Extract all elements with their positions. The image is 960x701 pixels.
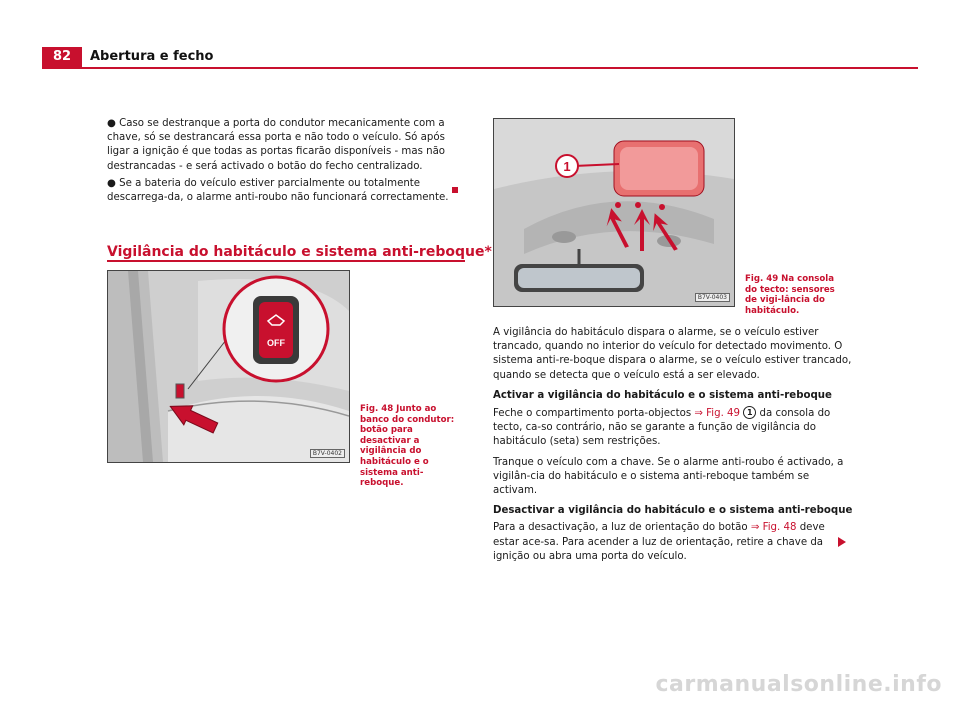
figure-49-link[interactable]: ⇒ Fig. 49	[694, 408, 741, 420]
off-button-label: OFF	[267, 338, 285, 348]
deactivate-heading: Desactivar a vigilância do habitáculo e o sistema anti-reboque	[493, 505, 853, 517]
callout-reference: 1	[743, 406, 756, 419]
section-title: Vigilância do habitáculo e sistema anti-reboque*	[107, 244, 492, 260]
left-column-text	[107, 117, 467, 208]
figure-48-caption: Fig. 48 Junto ao banco do condutor: botão para desactivar a vigilância do habitáculo e o sistema anti-reboque.	[360, 404, 455, 489]
right-column-text	[493, 326, 853, 564]
figure-48-link[interactable]: ⇒ Fig. 48	[750, 522, 797, 534]
seat-button-illustration	[108, 271, 349, 462]
bullet-paragraph: ● Caso se destranque a porta do condutor mecanicamente com a chave, só se destrancará essa porta e não todo o veículo. Só após ligar a ignição é que todas as portas ficarão disponíveis - mas não destrancadas - e será activado o botão do fecho centralizado.	[107, 118, 446, 172]
text-run: deve estar ace-sa. Para acender a luz de orientação, retire a chave da ignição ou abra uma porta do veículo.	[493, 522, 825, 562]
page-header-title: Abertura e fecho	[90, 49, 214, 64]
activate-paragraph-1	[493, 406, 853, 450]
text-run: Para a desactivação, a luz de orientação do botão	[493, 522, 751, 534]
bullet-text: Se a bateria do veículo estiver parcialmente ou totalmente descarrega-da, o alarme anti-roubo não funcionará correctamente.	[107, 177, 449, 204]
figure-49-image	[493, 118, 735, 307]
bullet-paragraph: ● Se a bateria do veículo estiver parcialmente ou totalmente descarrega-da, o alarme anti-roubo não funcionará correctamente.	[107, 177, 449, 204]
callout-number: 1	[563, 159, 571, 174]
bullet-text: Caso se destranque a porta do condutor mecanicamente com a chave, só se destrancará essa porta e não todo o veículo. Só após ligar a ignição é que todas as portas ficarão disponíveis - mas não destrancadas - e será activado o botão do fecho centralizado.	[107, 118, 446, 172]
activate-paragraph-2: Tranque o veículo com a chave. Se o alarme anti-roubo é activado, a vigilân-cia do habitáculo e o sistema anti-reboque também se activam.	[493, 456, 844, 497]
watermark: carmanualsonline.info	[655, 672, 942, 697]
ceiling-console-illustration	[494, 119, 734, 306]
text-run: Feche o compartimento porta-objectos	[493, 408, 695, 420]
header-divider	[42, 67, 918, 69]
section-end-marker	[452, 187, 458, 193]
text-run: da consola do tecto, ca-so contrário, não se garante a função de vigilância do habitáculo (seta) sem restrições.	[493, 408, 831, 448]
figure-code: B7V-0403	[695, 293, 730, 302]
activate-heading: Activar a vigilância do habitáculo e o sistema anti-reboque	[493, 389, 832, 401]
section-divider	[107, 260, 465, 262]
continue-arrow-icon	[838, 537, 846, 547]
figure-49-caption: Fig. 49 Na consola do tecto: sensores de vigi-lância do habitáculo.	[745, 274, 835, 316]
figure-48-image	[107, 270, 350, 463]
intro-paragraph: A vigilância do habitáculo dispara o alarme, se o veículo estiver trancado, quando no interior do veículo for detectado movimento. O sistema anti-re-boque dispara o alarme, se o veículo estiver trancado, quando se detecta que o veículo está a ser elevado.	[493, 327, 852, 381]
deactivate-paragraph	[493, 521, 853, 564]
page-number: 82	[42, 47, 82, 67]
figure-code: B7V-0402	[310, 449, 345, 458]
